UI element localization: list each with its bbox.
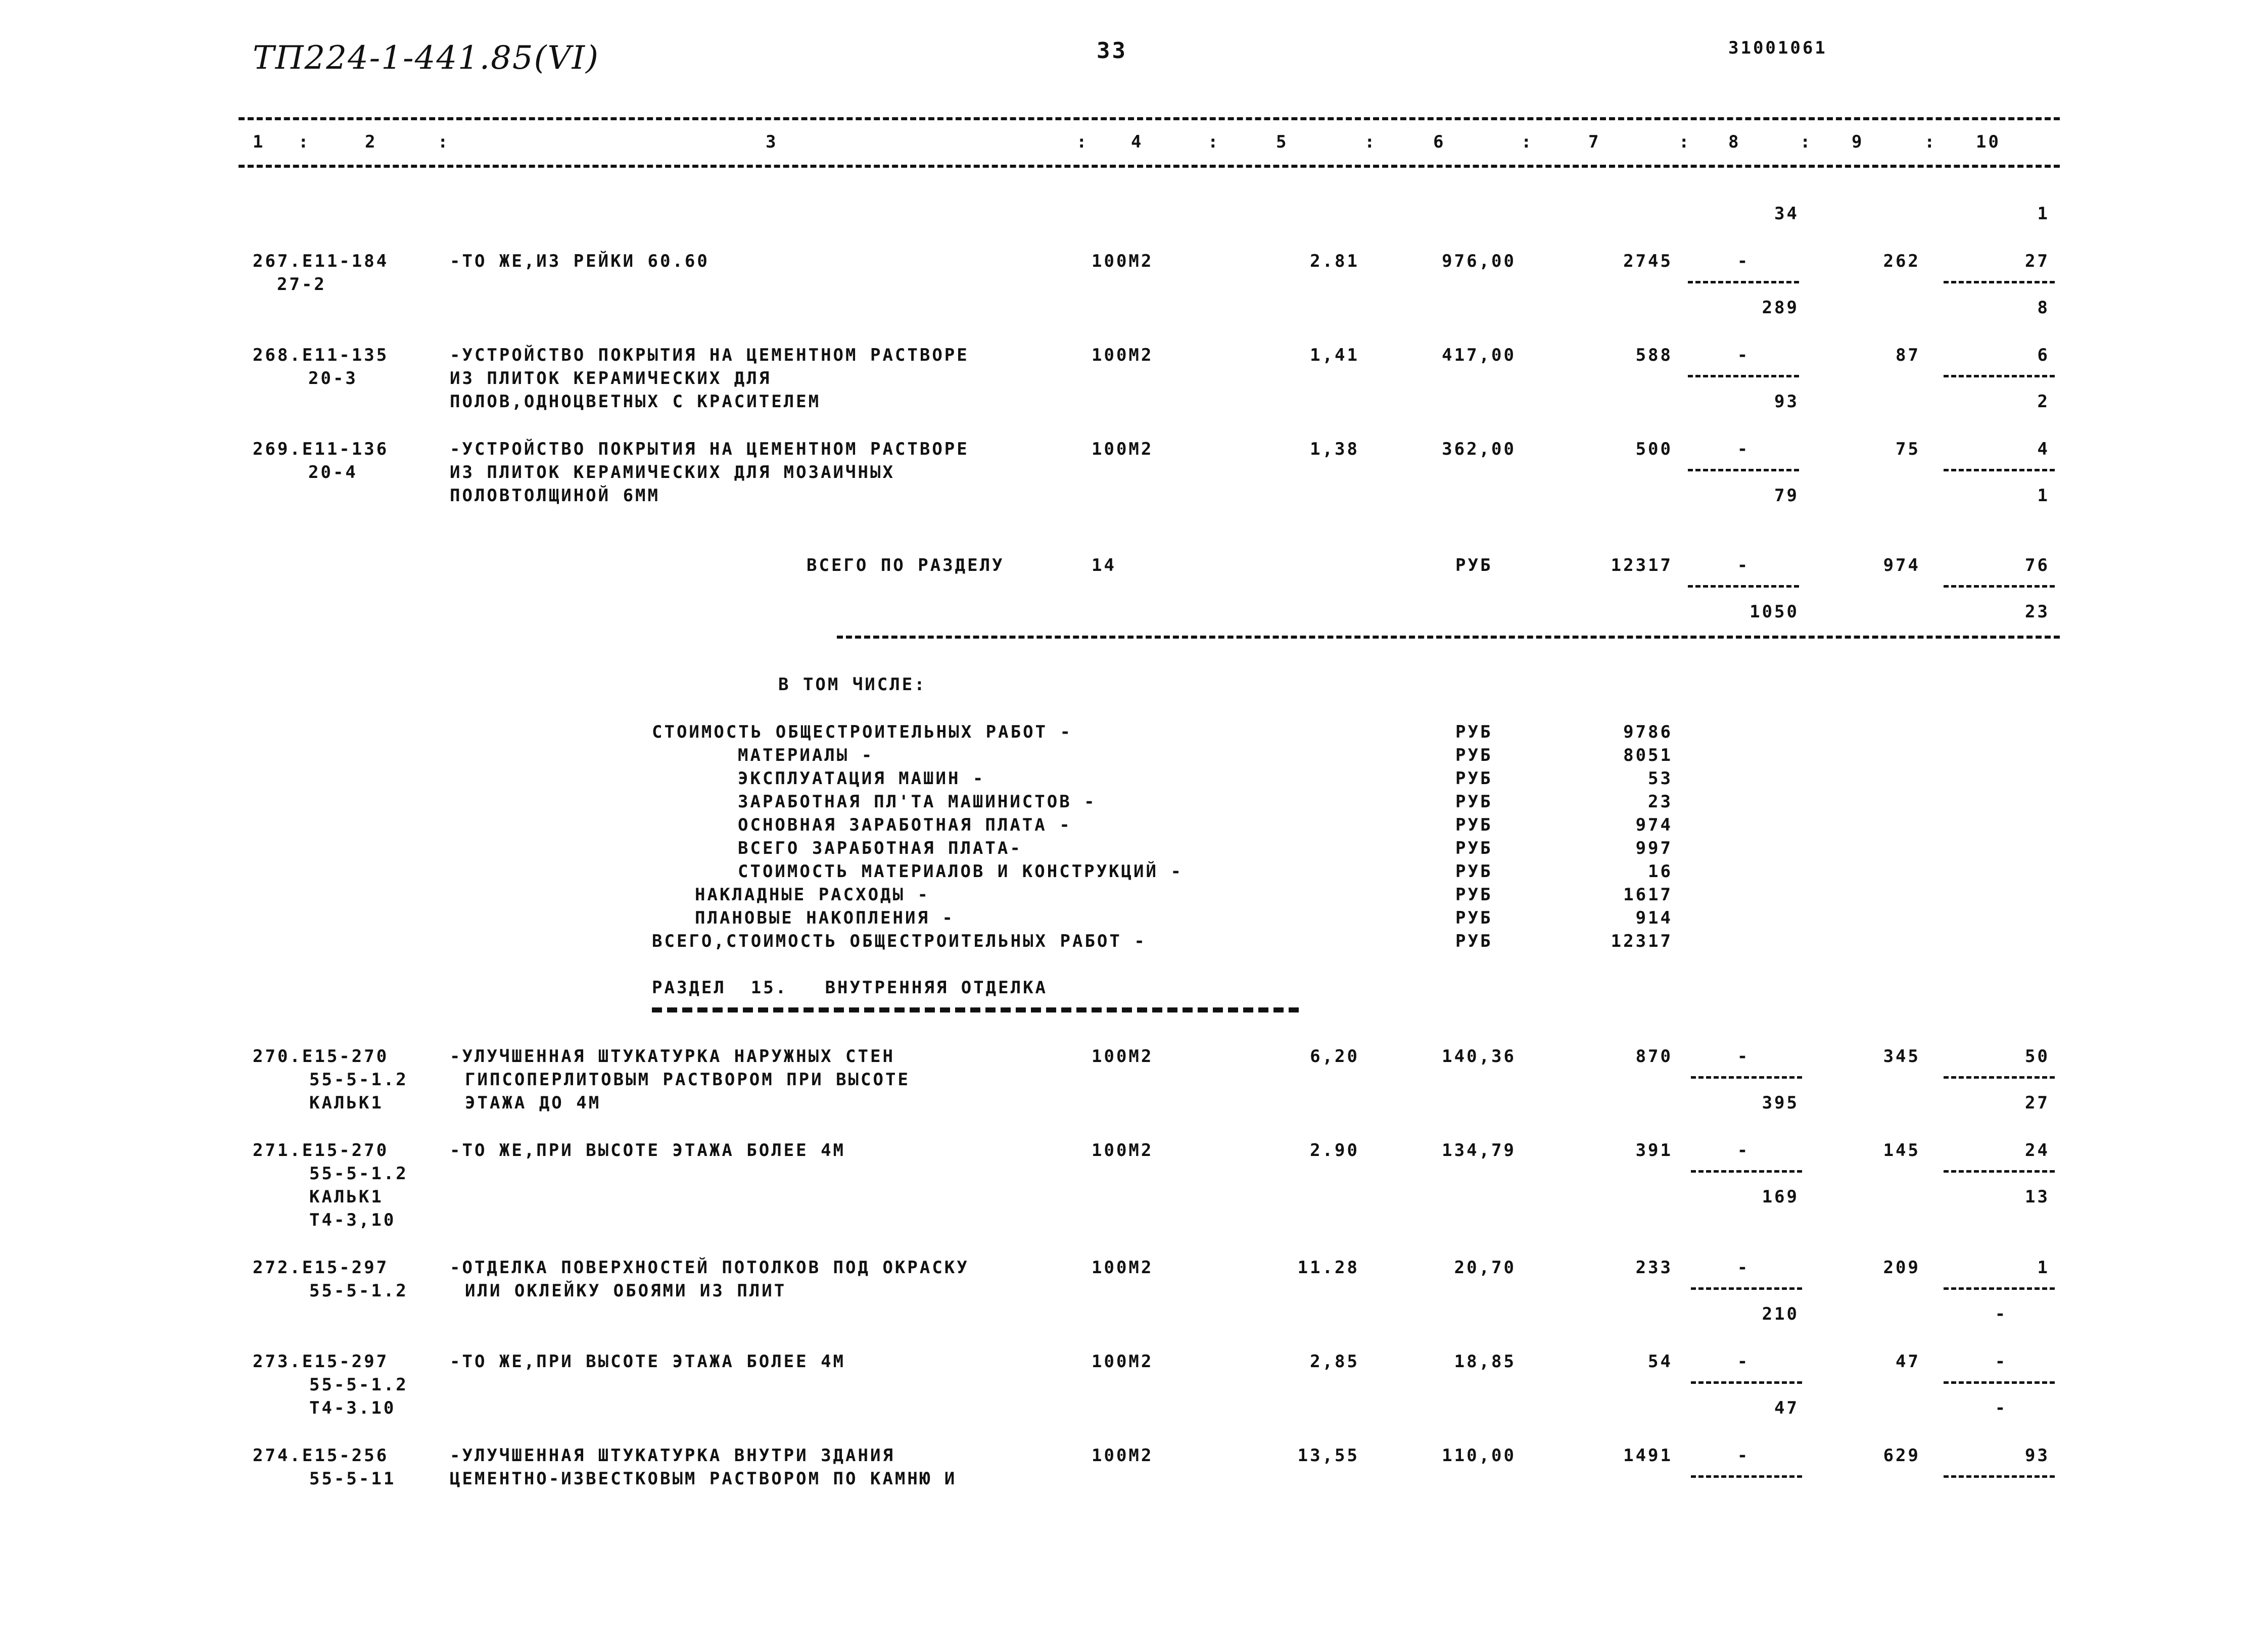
fraction-rule bbox=[1944, 1381, 2055, 1384]
row-total: 233 bbox=[1635, 1258, 1673, 1278]
section-heading: РАЗДЕЛ 15. ВНУТРЕННЯЯ ОТДЕЛКА bbox=[652, 978, 1048, 998]
row-description: ИЛИ ОКЛЕЙКУ ОБОЯМИ ИЗ ПЛИТ bbox=[465, 1281, 787, 1301]
row-col9: 75 bbox=[1896, 439, 1920, 459]
col-header-2: 2 bbox=[365, 132, 377, 152]
summary-value: 16 bbox=[1648, 861, 1673, 882]
row-description: ГИПСОПЕРЛИТОВЫМ РАСТВОРОМ ПРИ ВЫСОТЕ bbox=[465, 1070, 910, 1090]
row-qty: 11.28 bbox=[1297, 1258, 1359, 1278]
row-col9: 87 bbox=[1896, 345, 1920, 365]
summary-value: 53 bbox=[1648, 768, 1673, 789]
header-bottom-rule bbox=[239, 165, 2060, 168]
row-col8-top: - bbox=[1737, 439, 1750, 459]
summary-label: ЗАРАБОТНАЯ ПЛ'ТА МАШИНИСТОВ - bbox=[738, 792, 1097, 812]
summary-value: 974 bbox=[1635, 815, 1673, 835]
row-ref: 55-5-1.2 bbox=[309, 1281, 408, 1301]
col-sep: : bbox=[1679, 132, 1691, 152]
row-code: 270.Е15-270 bbox=[253, 1046, 389, 1067]
summary-label: МАТЕРИАЛЫ - bbox=[738, 745, 874, 765]
row-description: -ТО ЖЕ,ПРИ ВЫСОТЕ ЭТАЖА БОЛЕЕ 4М bbox=[450, 1140, 846, 1161]
row-col9: 345 bbox=[1883, 1046, 1920, 1067]
fraction-rule bbox=[1944, 1170, 2055, 1173]
row-ref: 27-2 bbox=[277, 274, 326, 295]
section-total-label: ВСЕГО ПО РАЗДЕЛУ bbox=[807, 555, 1005, 575]
col-header-4: 4 bbox=[1131, 132, 1144, 152]
row-col10-bottom: 13 bbox=[2025, 1187, 2050, 1207]
col-sep: : bbox=[1924, 132, 1937, 152]
summary-label: ПЛАНОВЫЕ НАКОПЛЕНИЯ - bbox=[695, 908, 955, 928]
row-col10-top: 1 bbox=[2037, 1258, 2050, 1278]
row-description: ЦЕМЕНТНО-ИЗВЕСТКОВЫМ РАСТВОРОМ ПО КАМНЮ И bbox=[450, 1469, 957, 1489]
row-ref: КАЛЬК1 bbox=[309, 1093, 384, 1113]
row-ref: КАЛЬК1 bbox=[309, 1187, 384, 1207]
row-description: -УЛУЧШЕННАЯ ШТУКАТУРКА ВНУТРИ ЗДАНИЯ bbox=[450, 1445, 895, 1466]
summary-unit: РУБ bbox=[1455, 745, 1493, 765]
row-description: ПОЛОВТОЛЩИНОЙ 6ММ bbox=[450, 486, 660, 506]
row-price: 134,79 bbox=[1442, 1140, 1516, 1161]
section-total-col9: 974 bbox=[1883, 555, 1920, 575]
col-header-6: 6 bbox=[1433, 132, 1446, 152]
fraction-rule bbox=[1944, 585, 2055, 588]
row-ref: 55-5-1.2 bbox=[309, 1164, 408, 1184]
row-price: 18,85 bbox=[1454, 1352, 1516, 1372]
row-ref: Т4-3,10 bbox=[309, 1210, 396, 1230]
row-col8-bottom: 210 bbox=[1762, 1304, 1799, 1324]
col-header-7: 7 bbox=[1588, 132, 1601, 152]
row-col9: 209 bbox=[1883, 1258, 1920, 1278]
fraction-rule bbox=[1944, 1287, 2055, 1290]
summary-label: НАКЛАДНЫЕ РАСХОДЫ - bbox=[695, 885, 930, 905]
row-qty: 2.81 bbox=[1310, 251, 1359, 271]
fraction-rule bbox=[1688, 281, 1799, 283]
fraction-rule bbox=[1688, 375, 1799, 377]
row-col8-bottom: 47 bbox=[1774, 1398, 1799, 1418]
row-col8-top: - bbox=[1737, 345, 1750, 365]
row-description: ИЗ ПЛИТОК КЕРАМИЧЕСКИХ ДЛЯ bbox=[450, 368, 772, 389]
row-col10-top: 93 bbox=[2025, 1445, 2050, 1466]
row-qty: 6,20 bbox=[1310, 1046, 1359, 1067]
row-description: ПОЛОВ,ОДНОЦВЕТНЫХ С КРАСИТЕЛЕМ bbox=[450, 392, 821, 412]
col-sep: : bbox=[438, 132, 450, 152]
summary-label: ОСНОВНАЯ ЗАРАБОТНАЯ ПЛАТА - bbox=[738, 815, 1072, 835]
fraction-rule bbox=[1688, 585, 1799, 588]
summary-unit: РУБ bbox=[1455, 768, 1493, 789]
row-unit: 100М2 bbox=[1092, 1046, 1154, 1067]
row-total: 500 bbox=[1635, 439, 1673, 459]
row-unit: 100М2 bbox=[1092, 1445, 1154, 1466]
row-description: ИЗ ПЛИТОК КЕРАМИЧЕСКИХ ДЛЯ МОЗАИЧНЫХ bbox=[450, 462, 895, 482]
row-code: 271.Е15-270 bbox=[253, 1140, 389, 1161]
row-total: 391 bbox=[1635, 1140, 1673, 1161]
row-total: 1491 bbox=[1623, 1445, 1673, 1466]
row-description: -ТО ЖЕ,ИЗ РЕЙКИ 60.60 bbox=[450, 251, 710, 271]
row-ref: 55-5-11 bbox=[309, 1469, 396, 1489]
including-label: В ТОМ ЧИСЛЕ: bbox=[778, 674, 927, 695]
row-code: 272.Е15-297 bbox=[253, 1258, 389, 1278]
col-sep: : bbox=[1521, 132, 1534, 152]
row-code: 269.Е11-136 bbox=[253, 439, 389, 459]
row-price: 20,70 bbox=[1454, 1258, 1516, 1278]
summary-unit: РУБ bbox=[1455, 815, 1493, 835]
row-col10-top: 24 bbox=[2025, 1140, 2050, 1161]
row-col9: 47 bbox=[1896, 1352, 1920, 1372]
section-total-col8-bottom: 1050 bbox=[1750, 602, 1799, 622]
summary-unit: РУБ bbox=[1455, 792, 1493, 812]
row-description: -ОТДЕЛКА ПОВЕРХНОСТЕЙ ПОТОЛКОВ ПОД ОКРАСКУ bbox=[450, 1258, 969, 1278]
row-unit: 100М2 bbox=[1092, 439, 1154, 459]
row-qty: 2.90 bbox=[1310, 1140, 1359, 1161]
col-sep: : bbox=[1364, 132, 1377, 152]
fraction-rule bbox=[1944, 281, 2055, 283]
summary-unit: РУБ bbox=[1455, 908, 1493, 928]
row-col8-top: - bbox=[1737, 1046, 1750, 1067]
row-unit: 100М2 bbox=[1092, 251, 1154, 271]
summary-value: 12317 bbox=[1611, 931, 1673, 951]
row-code: 274.Е15-256 bbox=[253, 1445, 389, 1466]
summary-label: ВСЕГО ЗАРАБОТНАЯ ПЛАТА- bbox=[738, 838, 1022, 858]
row-col10-top: 4 bbox=[2037, 439, 2050, 459]
fraction-rule bbox=[1691, 1475, 1802, 1478]
row-col10-bottom: - bbox=[1995, 1398, 2008, 1418]
document-code: ТП224-1-441.85(VI) bbox=[253, 39, 599, 77]
page-number: 33 bbox=[1097, 38, 1127, 64]
row-col10-bottom: 27 bbox=[2025, 1093, 2050, 1113]
col-header-3: 3 bbox=[766, 132, 778, 152]
col-header-9: 9 bbox=[1852, 132, 1864, 152]
carry-col8: 34 bbox=[1774, 204, 1799, 224]
summary-value: 914 bbox=[1635, 908, 1673, 928]
row-price: 976,00 bbox=[1442, 251, 1516, 271]
summary-label: ВСЕГО,СТОИМОСТЬ ОБЩЕСТРОИТЕЛЬНЫХ РАБОТ - bbox=[652, 931, 1147, 951]
fraction-rule bbox=[1944, 375, 2055, 377]
row-col8-top: - bbox=[1737, 1140, 1750, 1161]
row-code: 273.Е15-297 bbox=[253, 1352, 389, 1372]
fraction-rule bbox=[1944, 1475, 2055, 1478]
row-unit: 100М2 bbox=[1092, 1352, 1154, 1372]
row-col10-top: - bbox=[1995, 1352, 2008, 1372]
summary-label: СТОИМОСТЬ МАТЕРИАЛОВ И КОНСТРУКЦИЙ - bbox=[738, 861, 1183, 882]
row-price: 362,00 bbox=[1442, 439, 1516, 459]
section-total-amount: 12317 bbox=[1611, 555, 1673, 575]
row-total: 588 bbox=[1635, 345, 1673, 365]
section-total-col10-top: 76 bbox=[2025, 555, 2050, 575]
fraction-rule bbox=[1688, 469, 1799, 471]
row-ref: 55-5-1.2 bbox=[309, 1070, 408, 1090]
col-header-8: 8 bbox=[1728, 132, 1741, 152]
summary-value: 8051 bbox=[1623, 745, 1673, 765]
fraction-rule bbox=[1691, 1287, 1802, 1290]
row-col9: 145 bbox=[1883, 1140, 1920, 1161]
summary-label: СТОИМОСТЬ ОБЩЕСТРОИТЕЛЬНЫХ РАБОТ - bbox=[652, 722, 1072, 742]
summary-unit: РУБ bbox=[1455, 722, 1493, 742]
row-unit: 100М2 bbox=[1092, 1140, 1154, 1161]
fraction-rule bbox=[1691, 1076, 1802, 1079]
summary-value: 23 bbox=[1648, 792, 1673, 812]
row-col9: 262 bbox=[1883, 251, 1920, 271]
row-ref: 55-5-1.2 bbox=[309, 1375, 408, 1395]
section-heading-underline bbox=[652, 1007, 1299, 1012]
fraction-rule bbox=[1691, 1170, 1802, 1173]
row-qty: 13,55 bbox=[1297, 1445, 1359, 1466]
col-header-1: 1 bbox=[253, 132, 265, 152]
fraction-rule bbox=[1944, 469, 2055, 471]
summary-unit: РУБ bbox=[1455, 861, 1493, 882]
summary-value: 1617 bbox=[1623, 885, 1673, 905]
row-description: -УСТРОЙСТВО ПОКРЫТИЯ НА ЦЕМЕНТНОМ РАСТВОРЕ bbox=[450, 439, 969, 459]
row-qty: 1,38 bbox=[1310, 439, 1359, 459]
fraction-rule bbox=[1691, 1381, 1802, 1384]
row-description: -УСТРОЙСТВО ПОКРЫТИЯ НА ЦЕМЕНТНОМ РАСТВОРЕ bbox=[450, 345, 969, 365]
row-col8-bottom: 79 bbox=[1774, 486, 1799, 506]
row-col10-bottom: 2 bbox=[2037, 392, 2050, 412]
row-col10-bottom: 1 bbox=[2037, 486, 2050, 506]
col-sep: : bbox=[1800, 132, 1813, 152]
section-total-rule bbox=[837, 636, 2060, 639]
summary-label: ЭКСПЛУАТАЦИЯ МАШИН - bbox=[738, 768, 985, 789]
row-col8-bottom: 395 bbox=[1762, 1093, 1799, 1113]
col-sep: : bbox=[1076, 132, 1089, 152]
section-total-unit: РУБ bbox=[1455, 555, 1493, 575]
row-total: 870 bbox=[1635, 1046, 1673, 1067]
header-top-rule bbox=[239, 117, 2060, 120]
row-description: -УЛУЧШЕННАЯ ШТУКАТУРКА НАРУЖНЫХ СТЕН bbox=[450, 1046, 895, 1067]
row-col8-top: - bbox=[1737, 251, 1750, 271]
summary-value: 997 bbox=[1635, 838, 1673, 858]
row-ref: 20-4 bbox=[308, 462, 358, 482]
section-total-col10-bottom: 23 bbox=[2025, 602, 2050, 622]
row-col10-top: 27 bbox=[2025, 251, 2050, 271]
row-col10-bottom: - bbox=[1995, 1304, 2008, 1324]
row-col8-top: - bbox=[1737, 1445, 1750, 1466]
summary-unit: РУБ bbox=[1455, 838, 1493, 858]
row-qty: 2,85 bbox=[1310, 1352, 1359, 1372]
row-col10-bottom: 8 bbox=[2037, 298, 2050, 318]
row-price: 110,00 bbox=[1442, 1445, 1516, 1466]
row-description: -ТО ЖЕ,ПРИ ВЫСОТЕ ЭТАЖА БОЛЕЕ 4М bbox=[450, 1352, 846, 1372]
row-col8-top: - bbox=[1737, 1352, 1750, 1372]
section-total-number: 14 bbox=[1092, 555, 1116, 575]
row-price: 417,00 bbox=[1442, 345, 1516, 365]
summary-value: 9786 bbox=[1623, 722, 1673, 742]
row-total: 2745 bbox=[1623, 251, 1673, 271]
col-sep: : bbox=[1208, 132, 1220, 152]
row-col8-bottom: 93 bbox=[1774, 392, 1799, 412]
summary-unit: РУБ bbox=[1455, 885, 1493, 905]
section-total-col8-top: - bbox=[1737, 555, 1750, 575]
carry-col10: 1 bbox=[2037, 204, 2050, 224]
row-col9: 629 bbox=[1883, 1445, 1920, 1466]
row-col8-bottom: 169 bbox=[1762, 1187, 1799, 1207]
row-ref: Т4-3.10 bbox=[309, 1398, 396, 1418]
col-header-5: 5 bbox=[1276, 132, 1289, 152]
fraction-rule bbox=[1944, 1076, 2055, 1079]
col-header-10: 10 bbox=[1976, 132, 2001, 152]
summary-unit: РУБ bbox=[1455, 931, 1493, 951]
row-qty: 1,41 bbox=[1310, 345, 1359, 365]
row-col10-top: 50 bbox=[2025, 1046, 2050, 1067]
row-code: 268.Е11-135 bbox=[253, 345, 389, 365]
row-col10-top: 6 bbox=[2037, 345, 2050, 365]
row-unit: 100М2 bbox=[1092, 345, 1154, 365]
row-unit: 100М2 bbox=[1092, 1258, 1154, 1278]
row-description: ЭТАЖА ДО 4М bbox=[465, 1093, 601, 1113]
col-sep: : bbox=[298, 132, 311, 152]
row-col8-bottom: 289 bbox=[1762, 298, 1799, 318]
document-number: 31001061 bbox=[1728, 38, 1827, 58]
row-col8-top: - bbox=[1737, 1258, 1750, 1278]
row-total: 54 bbox=[1648, 1352, 1673, 1372]
row-price: 140,36 bbox=[1442, 1046, 1516, 1067]
row-ref: 20-3 bbox=[308, 368, 358, 389]
row-code: 267.Е11-184 bbox=[253, 251, 389, 271]
